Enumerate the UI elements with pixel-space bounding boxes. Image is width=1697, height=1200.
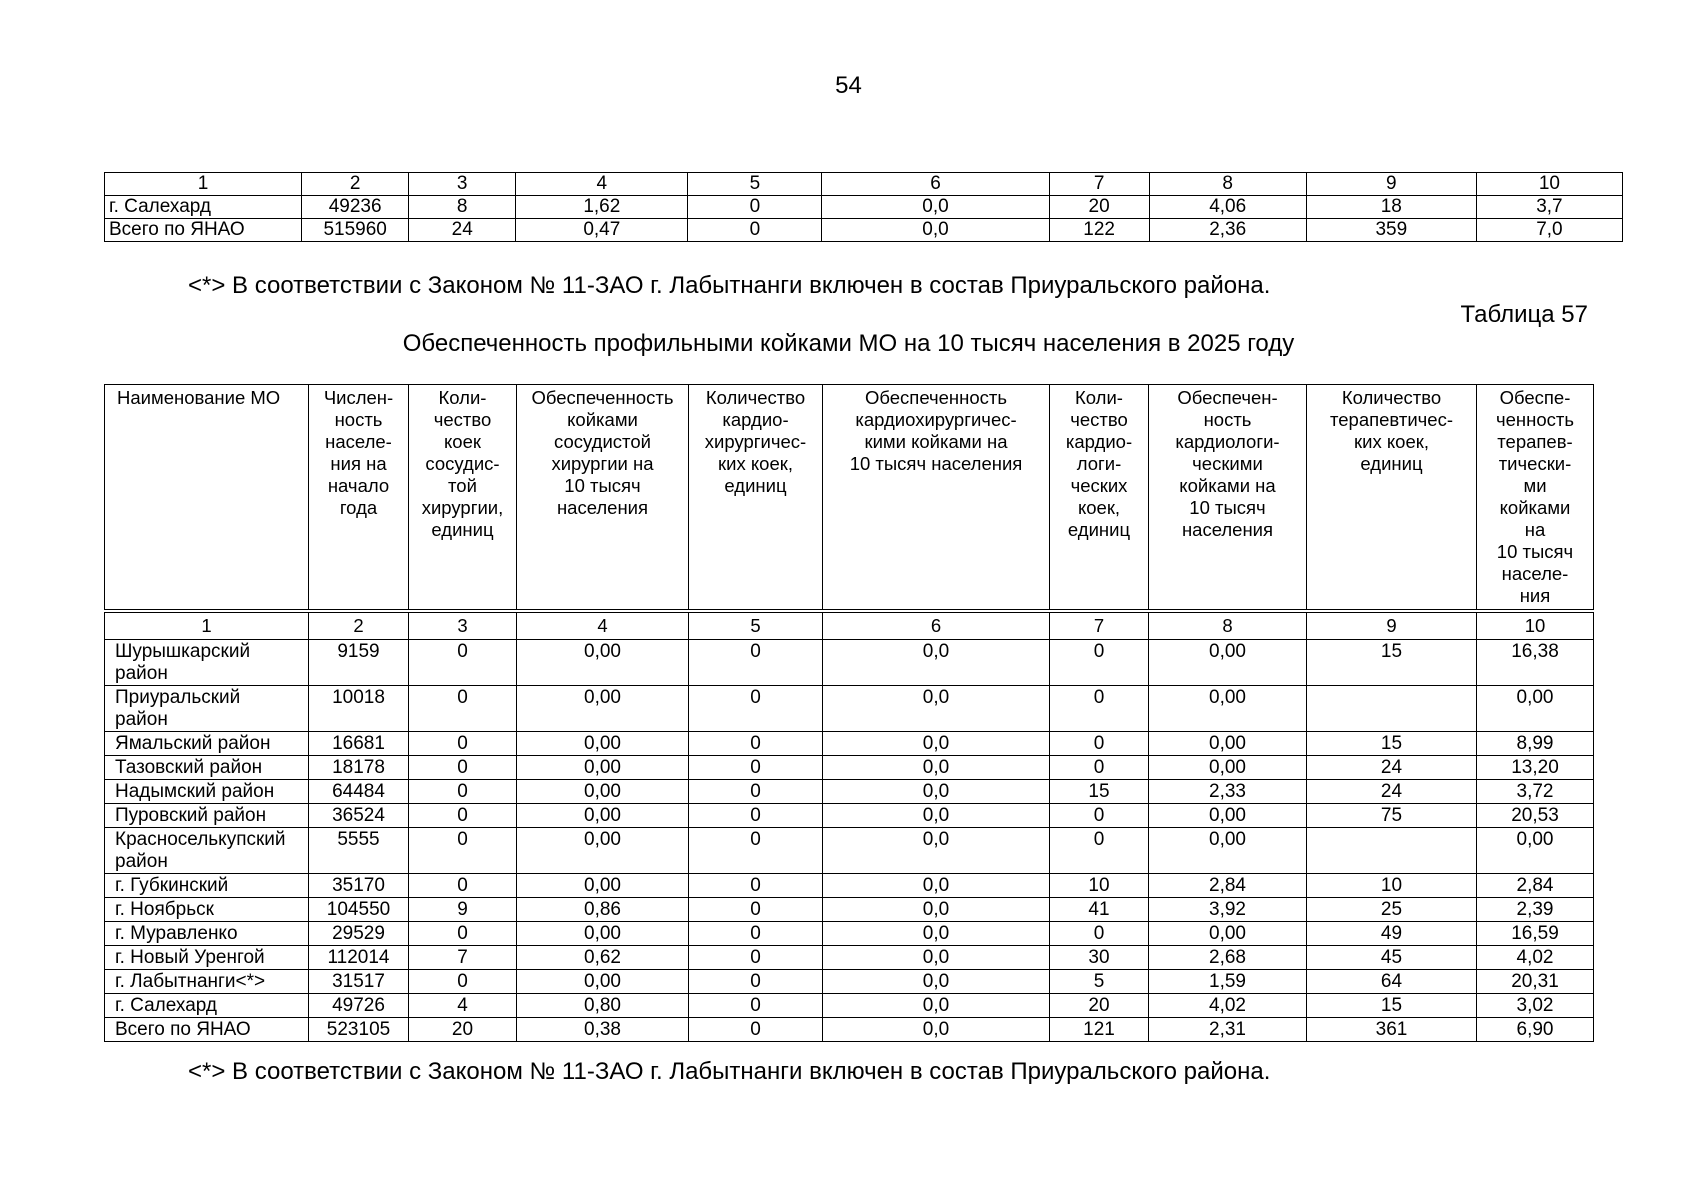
- table-cell: 0,0: [823, 780, 1050, 804]
- table-cell: 4: [409, 994, 517, 1018]
- table-cell: 3,92: [1149, 898, 1307, 922]
- column-number: 7: [1050, 611, 1149, 640]
- column-number: 5: [688, 173, 822, 196]
- column-number: 10: [1476, 173, 1622, 196]
- table-cell: 20: [1049, 196, 1149, 219]
- table-cell: 0,0: [823, 732, 1050, 756]
- column-header: Наименование МО: [105, 385, 309, 612]
- table-cell: 41: [1050, 898, 1149, 922]
- table-cell: 0: [689, 686, 823, 732]
- table-cell: 0,38: [517, 1018, 689, 1042]
- table-cell: 0,86: [517, 898, 689, 922]
- table-cell: 15: [1307, 732, 1477, 756]
- column-number-row: [105, 173, 1623, 196]
- column-number: 4: [516, 173, 688, 196]
- table-cell: 0: [1050, 732, 1149, 756]
- column-number: 7: [1049, 173, 1149, 196]
- table-row: [105, 732, 1594, 756]
- table-cell: 122: [1049, 219, 1149, 242]
- table-cell: 0,0: [823, 922, 1050, 946]
- table-cell: 0: [689, 756, 823, 780]
- table-cell: 0,00: [517, 874, 689, 898]
- table-row: [105, 874, 1594, 898]
- row-name-cell: Ямальский район: [105, 732, 309, 756]
- footnote: <*> В соответствии с Законом № 11-ЗАО г. Лабытнанги включен в состав Приуральского района.: [188, 272, 1271, 299]
- table-cell: 0: [409, 756, 517, 780]
- table-cell: 45: [1307, 946, 1477, 970]
- table-cell: 18: [1306, 196, 1476, 219]
- column-number: 1: [105, 611, 309, 640]
- table-cell: 7: [409, 946, 517, 970]
- table-cell: 0: [689, 946, 823, 970]
- table-cell: [1307, 686, 1477, 732]
- table-cell: 49: [1307, 922, 1477, 946]
- table-cell: 0: [689, 970, 823, 994]
- table-cell: 35170: [309, 874, 409, 898]
- column-number: 1: [105, 173, 302, 196]
- table-row: [105, 970, 1594, 994]
- table-cell: 24: [1307, 780, 1477, 804]
- table-cell: 0: [409, 828, 517, 874]
- table-cell: 16,59: [1477, 922, 1594, 946]
- table-row: [105, 1018, 1594, 1042]
- table-cell: 36524: [309, 804, 409, 828]
- table-cell: 9: [409, 898, 517, 922]
- table-cell: 0,0: [823, 756, 1050, 780]
- table-cell: 0: [1050, 828, 1149, 874]
- table-row: [105, 640, 1594, 686]
- column-number: 8: [1149, 611, 1307, 640]
- column-header: Коли- чество кардио- логи- ческих коек, единиц: [1050, 385, 1149, 612]
- table-cell: 0,00: [517, 640, 689, 686]
- table-number: Таблица 57: [1460, 301, 1588, 328]
- column-header: Количество кардио- хирургичес- ких коек, единиц: [689, 385, 823, 612]
- table-cell: 0: [689, 898, 823, 922]
- column-header: Обеспеченность койками сосудистой хирургии на 10 тысяч населения: [517, 385, 689, 612]
- table-cell: 112014: [309, 946, 409, 970]
- table-row: [105, 756, 1594, 780]
- table-cell: 0: [688, 219, 822, 242]
- table-cell: 104550: [309, 898, 409, 922]
- row-name-cell: г. Салехард: [105, 994, 309, 1018]
- table-cell: 0,00: [517, 756, 689, 780]
- table-cell: 64484: [309, 780, 409, 804]
- table-cell: 0,00: [517, 804, 689, 828]
- table-row: [105, 219, 1623, 242]
- table-title: Обеспеченность профильными койками МО на 10 тысяч населения в 2025 году: [402, 330, 1295, 357]
- table-cell: 0,00: [517, 780, 689, 804]
- table-cell: 2,36: [1149, 219, 1306, 242]
- table-cell: 6,90: [1477, 1018, 1594, 1042]
- table-cell: 3,7: [1476, 196, 1622, 219]
- column-number: 6: [822, 173, 1049, 196]
- table-cell: 0: [1050, 686, 1149, 732]
- table-cell: 0,0: [823, 970, 1050, 994]
- row-name-cell: г. Муравленко: [105, 922, 309, 946]
- table-cell: 24: [409, 219, 516, 242]
- table-cell: 0: [689, 732, 823, 756]
- row-name-cell: Всего по ЯНАО: [105, 219, 302, 242]
- table-cell: 5555: [309, 828, 409, 874]
- column-header: Обеспе- ченность терапев- тически- ми койками на 10 тысяч населе- ния: [1477, 385, 1594, 612]
- row-name-cell: г. Салехард: [105, 196, 302, 219]
- table-cell: 0,0: [823, 686, 1050, 732]
- table-cell: 29529: [309, 922, 409, 946]
- column-number: 3: [409, 173, 516, 196]
- table-cell: 9159: [309, 640, 409, 686]
- table-cell: 0: [409, 640, 517, 686]
- table-cell: 0: [689, 1018, 823, 1042]
- table-cell: 0: [689, 780, 823, 804]
- column-number: 4: [517, 611, 689, 640]
- table-cell: 49236: [302, 196, 409, 219]
- table-cell: 20: [1050, 994, 1149, 1018]
- row-name-cell: г. Лабытнанги<*>: [105, 970, 309, 994]
- table-cell: 0: [1050, 922, 1149, 946]
- column-number-row: [105, 611, 1594, 640]
- table-row: [105, 804, 1594, 828]
- table-cell: 8: [409, 196, 516, 219]
- table-cell: 16681: [309, 732, 409, 756]
- table-cell: 15: [1307, 994, 1477, 1018]
- table-cell: 2,39: [1477, 898, 1594, 922]
- table-cell: 10018: [309, 686, 409, 732]
- table-cell: 0,00: [517, 732, 689, 756]
- column-header: Обеспечен- ность кардиологи- ческими койками на 10 тысяч населения: [1149, 385, 1307, 612]
- row-name-cell: Всего по ЯНАО: [105, 1018, 309, 1042]
- table-cell: 0,0: [823, 946, 1050, 970]
- table-cell: 0,62: [517, 946, 689, 970]
- table-cell: 49726: [309, 994, 409, 1018]
- table-row: [105, 686, 1594, 732]
- table-cell: 0,0: [822, 219, 1049, 242]
- table-cell: 0: [1050, 756, 1149, 780]
- table-cell: 523105: [309, 1018, 409, 1042]
- table-cell: 4,02: [1149, 994, 1307, 1018]
- table-cell: 0,0: [823, 898, 1050, 922]
- table-cell: 2,33: [1149, 780, 1307, 804]
- table-cell: 0: [409, 804, 517, 828]
- column-number: 10: [1477, 611, 1594, 640]
- table-cell: 4,02: [1477, 946, 1594, 970]
- column-header: Обеспеченность кардиохирургичес- кими койками на 10 тысяч населения: [823, 385, 1050, 612]
- table-cell: 121: [1050, 1018, 1149, 1042]
- table-row: [105, 196, 1623, 219]
- table-cell: 0: [689, 828, 823, 874]
- table-cell: 8,99: [1477, 732, 1594, 756]
- column-number: 8: [1149, 173, 1306, 196]
- table-cell: 0: [689, 922, 823, 946]
- table-cell: 515960: [302, 219, 409, 242]
- table-cell: 0,00: [517, 828, 689, 874]
- table-row: [105, 780, 1594, 804]
- table-cell: 75: [1307, 804, 1477, 828]
- table-cell: 0,00: [1149, 828, 1307, 874]
- table-cell: 0,0: [823, 994, 1050, 1018]
- table-cell: 0: [689, 640, 823, 686]
- table-row: [105, 994, 1594, 1018]
- row-name-cell: Приуральский район: [105, 686, 309, 732]
- column-number: 9: [1307, 611, 1477, 640]
- table-cell: 2,31: [1149, 1018, 1307, 1042]
- column-header: Числен- ность населе- ния на начало года: [309, 385, 409, 612]
- column-number: 5: [689, 611, 823, 640]
- table-cell: 0: [409, 780, 517, 804]
- table-cell: 0: [409, 686, 517, 732]
- table-cell: 13,20: [1477, 756, 1594, 780]
- table-cell: 361: [1307, 1018, 1477, 1042]
- table-cell: 2,84: [1149, 874, 1307, 898]
- table-cell: 0,00: [1149, 686, 1307, 732]
- table-cell: 0,0: [823, 804, 1050, 828]
- table-cell: 10: [1307, 874, 1477, 898]
- table-cell: 0,00: [1149, 756, 1307, 780]
- table-cell: 0,00: [1149, 804, 1307, 828]
- table-cell: 0: [409, 874, 517, 898]
- table-cell: 0,80: [517, 994, 689, 1018]
- table-cell: 0: [1050, 640, 1149, 686]
- table-row: [105, 946, 1594, 970]
- table-cell: 7,0: [1476, 219, 1622, 242]
- row-name-cell: Пуровский район: [105, 804, 309, 828]
- table-cell: 0,0: [822, 196, 1049, 219]
- row-name-cell: г. Ноябрьск: [105, 898, 309, 922]
- table-cell: 0,47: [516, 219, 688, 242]
- table-cell: 20,53: [1477, 804, 1594, 828]
- table-cell: 0,00: [517, 970, 689, 994]
- row-name-cell: Надымский район: [105, 780, 309, 804]
- table-cell: 3,02: [1477, 994, 1594, 1018]
- row-name-cell: Красноселькупский район: [105, 828, 309, 874]
- table-cell: 31517: [309, 970, 409, 994]
- table-cell: 20: [409, 1018, 517, 1042]
- table-cell: 0: [689, 994, 823, 1018]
- table-cell: 0: [1050, 804, 1149, 828]
- table-continuation: [104, 172, 1623, 242]
- table-cell: 359: [1306, 219, 1476, 242]
- table-cell: 3,72: [1477, 780, 1594, 804]
- row-name-cell: Шурышкарский район: [105, 640, 309, 686]
- column-header: Коли- чество коек сосудис- той хирургии, единиц: [409, 385, 517, 612]
- column-header: Количество терапевтичес- ких коек, единиц: [1307, 385, 1477, 612]
- row-name-cell: Тазовский район: [105, 756, 309, 780]
- table-cell: 0: [409, 970, 517, 994]
- row-name-cell: г. Новый Уренгой: [105, 946, 309, 970]
- column-number: 9: [1306, 173, 1476, 196]
- table-cell: 0,00: [517, 686, 689, 732]
- table-cell: 0,00: [1149, 732, 1307, 756]
- table-cell: 64: [1307, 970, 1477, 994]
- table-cell: 2,68: [1149, 946, 1307, 970]
- table-cell: [1307, 828, 1477, 874]
- header-row: [105, 385, 1594, 612]
- table-cell: 5: [1050, 970, 1149, 994]
- table-cell: 0,00: [1477, 828, 1594, 874]
- table-cell: 0,00: [1149, 922, 1307, 946]
- row-name-cell: г. Губкинский: [105, 874, 309, 898]
- table-cell: 0: [409, 922, 517, 946]
- table-cell: 20,31: [1477, 970, 1594, 994]
- column-number: 2: [302, 173, 409, 196]
- beds-provision-table: [104, 384, 1594, 1042]
- column-number: 2: [309, 611, 409, 640]
- footnote: <*> В соответствии с Законом № 11-ЗАО г. Лабытнанги включен в состав Приуральского района.: [188, 1058, 1271, 1085]
- table-cell: 0,0: [823, 640, 1050, 686]
- table-row: [105, 828, 1594, 874]
- table-cell: 1,62: [516, 196, 688, 219]
- table-cell: 0,00: [1477, 686, 1594, 732]
- table-cell: 0: [409, 732, 517, 756]
- table-cell: 0,0: [823, 1018, 1050, 1042]
- table-cell: 0: [688, 196, 822, 219]
- table-cell: 16,38: [1477, 640, 1594, 686]
- table-cell: 24: [1307, 756, 1477, 780]
- table-cell: 0,0: [823, 828, 1050, 874]
- table-cell: 15: [1050, 780, 1149, 804]
- table-row: [105, 922, 1594, 946]
- table-cell: 10: [1050, 874, 1149, 898]
- table-cell: 25: [1307, 898, 1477, 922]
- table-cell: 1,59: [1149, 970, 1307, 994]
- table-cell: 0,00: [517, 922, 689, 946]
- table-cell: 15: [1307, 640, 1477, 686]
- table-cell: 0,00: [1149, 640, 1307, 686]
- table-cell: 2,84: [1477, 874, 1594, 898]
- table-cell: 0: [689, 804, 823, 828]
- table-cell: 0,0: [823, 874, 1050, 898]
- table-cell: 0: [689, 874, 823, 898]
- column-number: 6: [823, 611, 1050, 640]
- table-cell: 30: [1050, 946, 1149, 970]
- column-number: 3: [409, 611, 517, 640]
- page-number: 54: [835, 72, 862, 99]
- table-cell: 4,06: [1149, 196, 1306, 219]
- table-cell: 18178: [309, 756, 409, 780]
- table-row: [105, 898, 1594, 922]
